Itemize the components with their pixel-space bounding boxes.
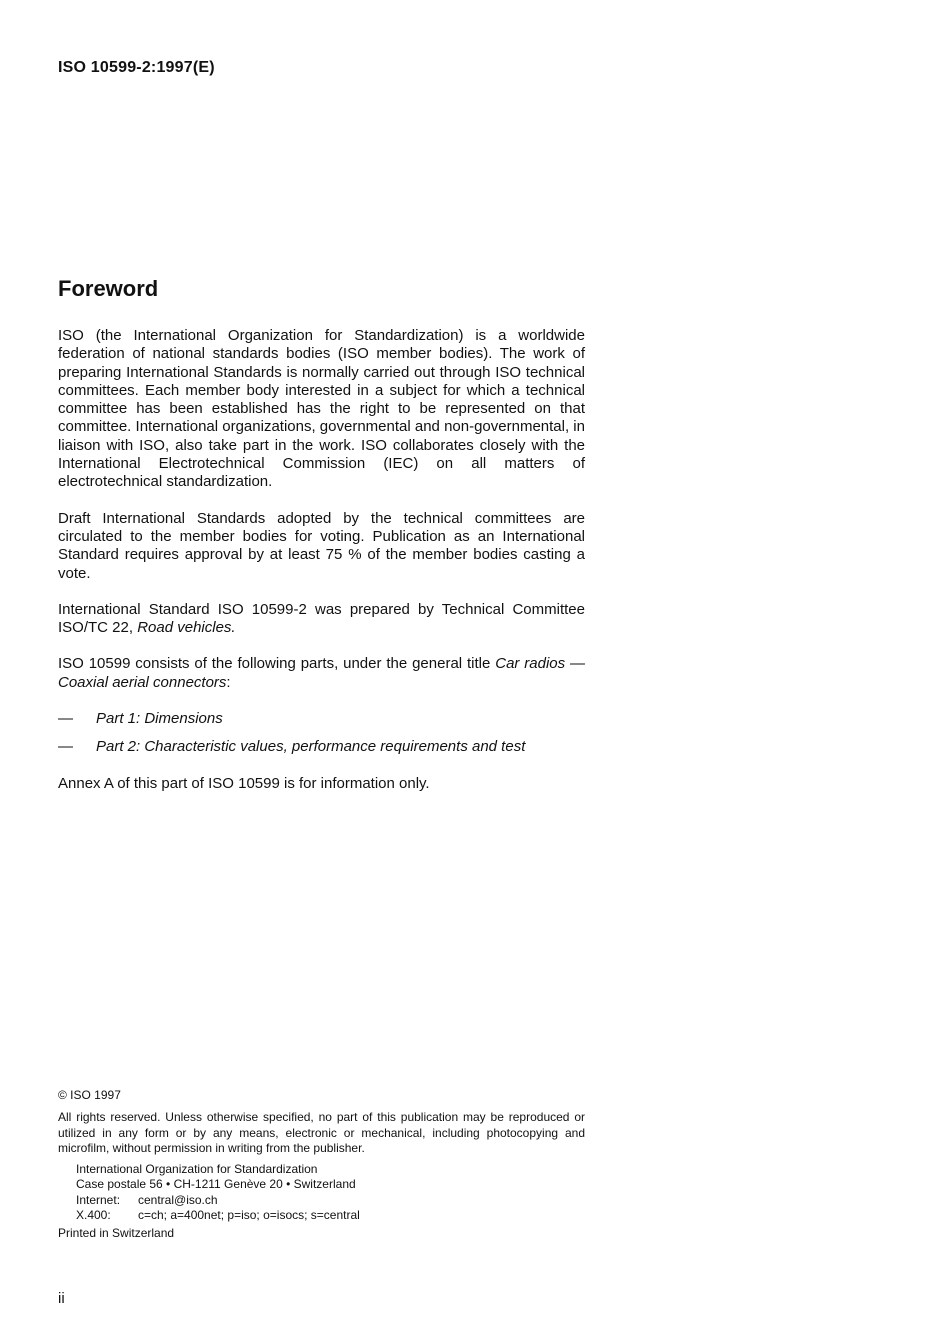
- x400-contact: [76, 1208, 585, 1223]
- foreword-paragraph-parts-intro: [58, 655, 585, 692]
- rights-reserved-text: All rights reserved. Unless otherwise specified, no part of this publication may be reproduced or utilized in any form or by any means, electronic or mechanical, including photocopying and microfilm, without permission in writing from the publisher.: [58, 1110, 585, 1155]
- postal-address: Case postale 56 • CH-1211 Genève 20 • Switzerland: [76, 1177, 356, 1192]
- internet-value: central@iso.ch: [138, 1192, 218, 1207]
- foreword-body: [58, 327, 585, 811]
- copyright-block: [58, 1088, 585, 1242]
- part-dash: —: [58, 710, 73, 728]
- foreword-paragraph-draft: Draft International Standards adopted by the technical committees are circulated to the member bodies for voting. Publication as an International Standard requires approval by at least 75 % of the member bodies casting a vote.: [58, 509, 585, 582]
- prepared-by-text: International Standard ISO 10599-2 was prepared by Technical Committee ISO/TC 22,: [58, 600, 585, 637]
- foreword-title: Foreword: [58, 276, 159, 301]
- x400-label: X.400:: [76, 1208, 111, 1223]
- printed-in: Printed in Switzerland: [58, 1226, 175, 1241]
- part-label: Part 1: Dimensions: [96, 710, 223, 728]
- parts-general-title: Car radios — Coaxial aerial connectors: [58, 655, 586, 691]
- x400-value: c=ch; a=400net; p=iso; o=isocs; s=central: [138, 1208, 360, 1223]
- internet-label: Internet:: [76, 1192, 121, 1207]
- part-list-item: [58, 738, 585, 756]
- document-id-header: ISO 10599-2:1997(E): [58, 59, 215, 76]
- foreword-paragraph-iso: ISO (the International Organization for Standardization) is a worldwide federation of national standards bodies (ISO member bodies). The work of preparing International Standards is normally carried out through ISO technical committees. Each member body interested in a subject for which a technical committee has been established has the right to be represented on that committee. International organizations, governmental and non-governmental, in liaison with ISO, also take part in the work. ISO collaborates closely with the International Electrotechnical Commission (IEC) on all matters of electrotechnical standardization.: [58, 327, 585, 491]
- copyright-line: © ISO 1997: [58, 1088, 121, 1102]
- foreword-paragraph-prepared-by: [58, 601, 585, 638]
- annex-note: Annex A of this part of ISO 10599 is for information only.: [58, 774, 430, 792]
- organization-name: International Organization for Standardization: [76, 1162, 318, 1177]
- internet-contact: [76, 1193, 585, 1208]
- page-number: ii: [58, 1290, 65, 1307]
- parts-intro-suffix: :: [226, 673, 231, 691]
- parts-list: [58, 710, 585, 757]
- publisher-address: [76, 1162, 585, 1223]
- prepared-by-committee-title: Road vehicles.: [137, 619, 236, 637]
- part-dash: —: [58, 738, 73, 756]
- part-list-item: [58, 710, 585, 728]
- part-label: Part 2: Characteristic values, performance requirements and test: [96, 738, 526, 756]
- parts-intro-text: ISO 10599 consists of the following parts, under the general title: [58, 655, 491, 673]
